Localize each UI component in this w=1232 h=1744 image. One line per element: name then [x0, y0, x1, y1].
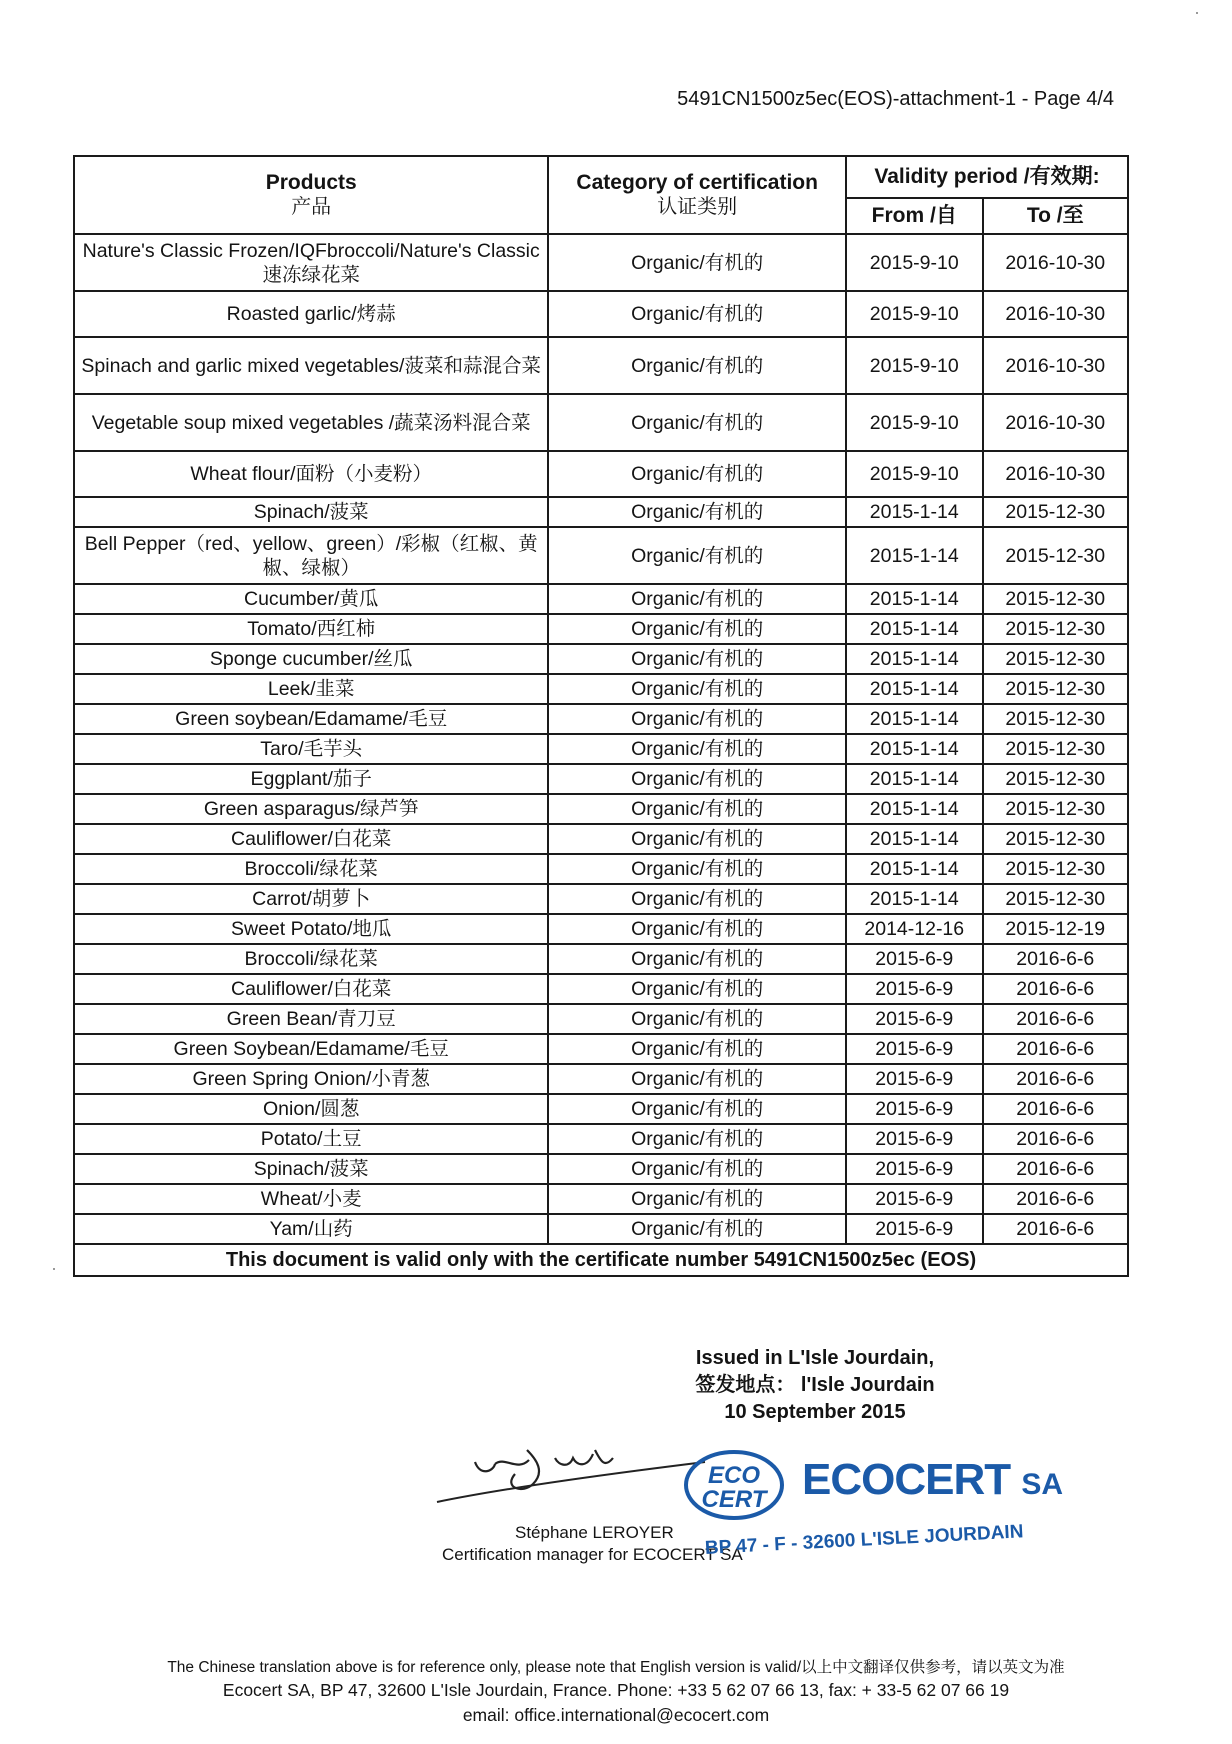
table-row	[74, 614, 1128, 644]
table-row	[74, 854, 1128, 884]
scan-mark	[53, 1268, 55, 1270]
valid-to-cell: 2016-6-6	[983, 1154, 1129, 1184]
category-cell: Organic/有机的	[548, 527, 846, 584]
table-row	[74, 1124, 1128, 1154]
valid-from-cell: 2015-1-14	[846, 734, 983, 764]
valid-to-cell: 2016-10-30	[983, 234, 1129, 291]
category-cell: Organic/有机的	[548, 974, 846, 1004]
valid-from-cell: 2015-1-14	[846, 824, 983, 854]
valid-to-cell: 2015-12-30	[983, 704, 1129, 734]
valid-from-cell: 2015-6-9	[846, 1184, 983, 1214]
category-cell: Organic/有机的	[548, 1184, 846, 1214]
table-row	[74, 704, 1128, 734]
table-row	[74, 1094, 1128, 1124]
category-cell: Organic/有机的	[548, 337, 846, 394]
product-cell: Sponge cucumber/丝瓜	[74, 644, 548, 674]
contact-info: Ecocert SA, BP 47, 32600 L'Isle Jourdain, France. Phone: +33 5 62 07 66 13, fax: + 33-5 62 07 66 19	[222, 1680, 1010, 1700]
product-cell: Spinach/菠菜	[74, 1154, 548, 1184]
table-row	[74, 1184, 1128, 1214]
product-cell: Vegetable soup mixed vegetables /蔬菜汤料混合菜	[74, 394, 548, 451]
table-row	[74, 1034, 1128, 1064]
product-cell: Wheat/小麦	[74, 1184, 548, 1214]
valid-to-cell: 2016-6-6	[983, 944, 1129, 974]
valid-to-cell: 2015-12-30	[983, 527, 1129, 584]
table-row	[74, 584, 1128, 614]
table-row	[74, 824, 1128, 854]
table-row	[74, 644, 1128, 674]
issued-block	[650, 1345, 980, 1426]
valid-to-cell: 2016-10-30	[983, 451, 1129, 497]
header-products-cn: 产品	[291, 196, 332, 218]
product-cell: Cauliflower/白花菜	[74, 974, 548, 1004]
product-cell: Cucumber/黄瓜	[74, 584, 548, 614]
valid-from-cell: 2015-6-9	[846, 974, 983, 1004]
valid-from-cell: 2015-1-14	[846, 794, 983, 824]
product-cell: Roasted garlic/烤蒜	[74, 291, 548, 337]
table-row	[74, 1214, 1128, 1244]
translation-disclaimer: The Chinese translation above is for reference only, please note that English version is valid/以上中文翻译仅供参考，请以英文为准	[167, 1659, 1065, 1676]
product-cell: Potato/土豆	[74, 1124, 548, 1154]
product-cell: Yam/山药	[74, 1214, 548, 1244]
valid-from-cell: 2015-6-9	[846, 1214, 983, 1244]
table-row	[74, 1064, 1128, 1094]
category-cell: Organic/有机的	[548, 914, 846, 944]
table-row	[74, 764, 1128, 794]
valid-to-cell: 2015-12-30	[983, 824, 1129, 854]
category-cell: Organic/有机的	[548, 1064, 846, 1094]
valid-to-cell: 2016-6-6	[983, 974, 1129, 1004]
stamp-address: BP 47 - F - 32600 L'ISLE JOURDAIN	[704, 1521, 1024, 1559]
validity-note: This document is valid only with the certificate number 5491CN1500z5ec (EOS)	[74, 1244, 1128, 1276]
table-row	[74, 1154, 1128, 1184]
valid-from-cell: 2015-1-14	[846, 764, 983, 794]
category-cell: Organic/有机的	[548, 1094, 846, 1124]
valid-to-cell: 2015-12-19	[983, 914, 1129, 944]
product-cell: Leek/韭菜	[74, 674, 548, 704]
product-cell: Cauliflower/白花菜	[74, 824, 548, 854]
valid-from-cell: 2015-1-14	[846, 497, 983, 527]
valid-to-cell: 2016-6-6	[983, 1064, 1129, 1094]
valid-to-cell: 2016-6-6	[983, 1004, 1129, 1034]
table-row	[74, 1004, 1128, 1034]
valid-from-cell: 2014-12-16	[846, 914, 983, 944]
category-cell: Organic/有机的	[548, 794, 846, 824]
category-cell: Organic/有机的	[548, 234, 846, 291]
category-cell: Organic/有机的	[548, 1154, 846, 1184]
header-category-cn: 认证类别	[657, 196, 738, 218]
table-row	[74, 794, 1128, 824]
product-cell: Onion/圆葱	[74, 1094, 548, 1124]
category-cell: Organic/有机的	[548, 1034, 846, 1064]
header-category	[548, 156, 846, 234]
valid-to-cell: 2016-6-6	[983, 1214, 1129, 1244]
category-cell: Organic/有机的	[548, 734, 846, 764]
product-cell: Green Soybean/Edamame/毛豆	[74, 1034, 548, 1064]
product-cell: Green Bean/青刀豆	[74, 1004, 548, 1034]
category-cell: Organic/有机的	[548, 944, 846, 974]
header-products	[74, 156, 548, 234]
valid-to-cell: 2015-12-30	[983, 734, 1129, 764]
product-cell: Taro/毛芋头	[74, 734, 548, 764]
product-cell: Spinach/菠菜	[74, 497, 548, 527]
header-validity: Validity period /有效期:	[846, 156, 1128, 198]
scan-mark	[1196, 12, 1198, 14]
category-cell: Organic/有机的	[548, 854, 846, 884]
valid-from-cell: 2015-6-9	[846, 1154, 983, 1184]
valid-to-cell: 2016-10-30	[983, 291, 1129, 337]
category-cell: Organic/有机的	[548, 884, 846, 914]
valid-from-cell: 2015-1-14	[846, 674, 983, 704]
valid-from-cell: 2015-6-9	[846, 1094, 983, 1124]
product-cell: Green Spring Onion/小青葱	[74, 1064, 548, 1094]
table-row	[74, 734, 1128, 764]
product-cell: Tomato/西红柿	[74, 614, 548, 644]
category-cell: Organic/有机的	[548, 644, 846, 674]
product-cell: Carrot/胡萝卜	[74, 884, 548, 914]
stamp-company	[802, 1455, 1063, 1505]
category-cell: Organic/有机的	[548, 674, 846, 704]
page-reference: 5491CN1500z5ec(EOS)-attachment-1 - Page 4/4	[677, 88, 1114, 110]
certification-table-body	[74, 234, 1128, 1244]
valid-from-cell: 2015-6-9	[846, 1004, 983, 1034]
valid-from-cell: 2015-6-9	[846, 1064, 983, 1094]
category-cell: Organic/有机的	[548, 1214, 846, 1244]
table-row	[74, 234, 1128, 291]
table-row	[74, 974, 1128, 1004]
signer-name: Stéphane LEROYER	[515, 1523, 674, 1542]
valid-to-cell: 2015-12-30	[983, 644, 1129, 674]
stamp-company-name: ECOCERT	[802, 1455, 1011, 1504]
header-products-label: Products	[265, 171, 357, 194]
product-cell: Broccoli/绿花菜	[74, 854, 548, 884]
table-row	[74, 497, 1128, 527]
table-row	[74, 884, 1128, 914]
valid-to-cell: 2016-10-30	[983, 394, 1129, 451]
valid-from-cell: 2015-1-14	[846, 884, 983, 914]
valid-from-cell: 2015-9-10	[846, 337, 983, 394]
signer-title: Certification manager for ECOCERT SA	[442, 1545, 743, 1564]
table-row	[74, 291, 1128, 337]
valid-from-cell: 2015-9-10	[846, 234, 983, 291]
table-row	[74, 337, 1128, 394]
valid-from-cell: 2015-1-14	[846, 614, 983, 644]
category-cell: Organic/有机的	[548, 1124, 846, 1154]
valid-from-cell: 2015-1-14	[846, 854, 983, 884]
handwritten-signature	[435, 1440, 715, 1520]
header-to: To /至	[983, 198, 1129, 234]
valid-from-cell: 2015-6-9	[846, 944, 983, 974]
category-cell: Organic/有机的	[548, 764, 846, 794]
logo-line2: CERT	[701, 1486, 767, 1513]
valid-to-cell: 2016-6-6	[983, 1094, 1129, 1124]
valid-from-cell: 2015-9-10	[846, 451, 983, 497]
category-cell: Organic/有机的	[548, 1004, 846, 1034]
valid-from-cell: 2015-1-14	[846, 644, 983, 674]
category-cell: Organic/有机的	[548, 824, 846, 854]
product-cell: Sweet Potato/地瓜	[74, 914, 548, 944]
valid-from-cell: 2015-6-9	[846, 1124, 983, 1154]
valid-to-cell: 2016-6-6	[983, 1124, 1129, 1154]
product-cell: Bell Pepper（red、yellow、green）/彩椒（红椒、黄椒、绿椒）	[74, 527, 548, 584]
valid-from-cell: 2015-1-14	[846, 584, 983, 614]
valid-to-cell: 2015-12-30	[983, 794, 1129, 824]
stamp-company-suffix: SA	[1021, 1468, 1064, 1501]
table-row	[74, 527, 1128, 584]
header-category-label: Category of certification	[576, 171, 818, 194]
table-row	[74, 944, 1128, 974]
issued-date: 10 September 2015	[724, 1401, 906, 1423]
valid-to-cell: 2015-12-30	[983, 674, 1129, 704]
valid-to-cell: 2015-12-30	[983, 614, 1129, 644]
category-cell: Organic/有机的	[548, 704, 846, 734]
table-row	[74, 394, 1128, 451]
category-cell: Organic/有机的	[548, 614, 846, 644]
product-cell: Eggplant/茄子	[74, 764, 548, 794]
valid-from-cell: 2015-9-10	[846, 394, 983, 451]
product-cell: Green soybean/Edamame/毛豆	[74, 704, 548, 734]
valid-to-cell: 2015-12-30	[983, 497, 1129, 527]
table-row	[74, 451, 1128, 497]
valid-from-cell: 2015-6-9	[846, 1034, 983, 1064]
category-cell: Organic/有机的	[548, 451, 846, 497]
valid-to-cell: 2015-12-30	[983, 584, 1129, 614]
logo-line1: ECO	[707, 1462, 761, 1489]
product-cell: Broccoli/绿花菜	[74, 944, 548, 974]
product-cell: Nature's Classic Frozen/IQFbroccoli/Nature's Classic速冻绿花菜	[74, 234, 548, 291]
table-row	[74, 914, 1128, 944]
issued-place-cn: 签发地点： l'Isle Jourdain	[695, 1374, 935, 1396]
valid-to-cell: 2015-12-30	[983, 764, 1129, 794]
product-cell: Spinach and garlic mixed vegetables/菠菜和蒜混合菜	[74, 337, 548, 394]
valid-to-cell: 2016-6-6	[983, 1184, 1129, 1214]
table-row	[74, 674, 1128, 704]
ecocert-logo	[682, 1449, 787, 1521]
product-cell: Green asparagus/绿芦笋	[74, 794, 548, 824]
certification-table	[73, 155, 1129, 1277]
contact-email: email: office.international@ecocert.com	[462, 1705, 770, 1725]
category-cell: Organic/有机的	[548, 497, 846, 527]
category-cell: Organic/有机的	[548, 394, 846, 451]
signature-block	[420, 1435, 1080, 1575]
valid-to-cell: 2016-6-6	[983, 1034, 1129, 1064]
valid-from-cell: 2015-1-14	[846, 704, 983, 734]
valid-from-cell: 2015-1-14	[846, 527, 983, 584]
valid-to-cell: 2015-12-30	[983, 854, 1129, 884]
valid-to-cell: 2016-10-30	[983, 337, 1129, 394]
issued-place: Issued in L'Isle Jourdain,	[695, 1347, 935, 1369]
category-cell: Organic/有机的	[548, 291, 846, 337]
valid-to-cell: 2015-12-30	[983, 884, 1129, 914]
valid-from-cell: 2015-9-10	[846, 291, 983, 337]
product-cell: Wheat flour/面粉（小麦粉）	[74, 451, 548, 497]
category-cell: Organic/有机的	[548, 584, 846, 614]
header-from: From /自	[846, 198, 983, 234]
